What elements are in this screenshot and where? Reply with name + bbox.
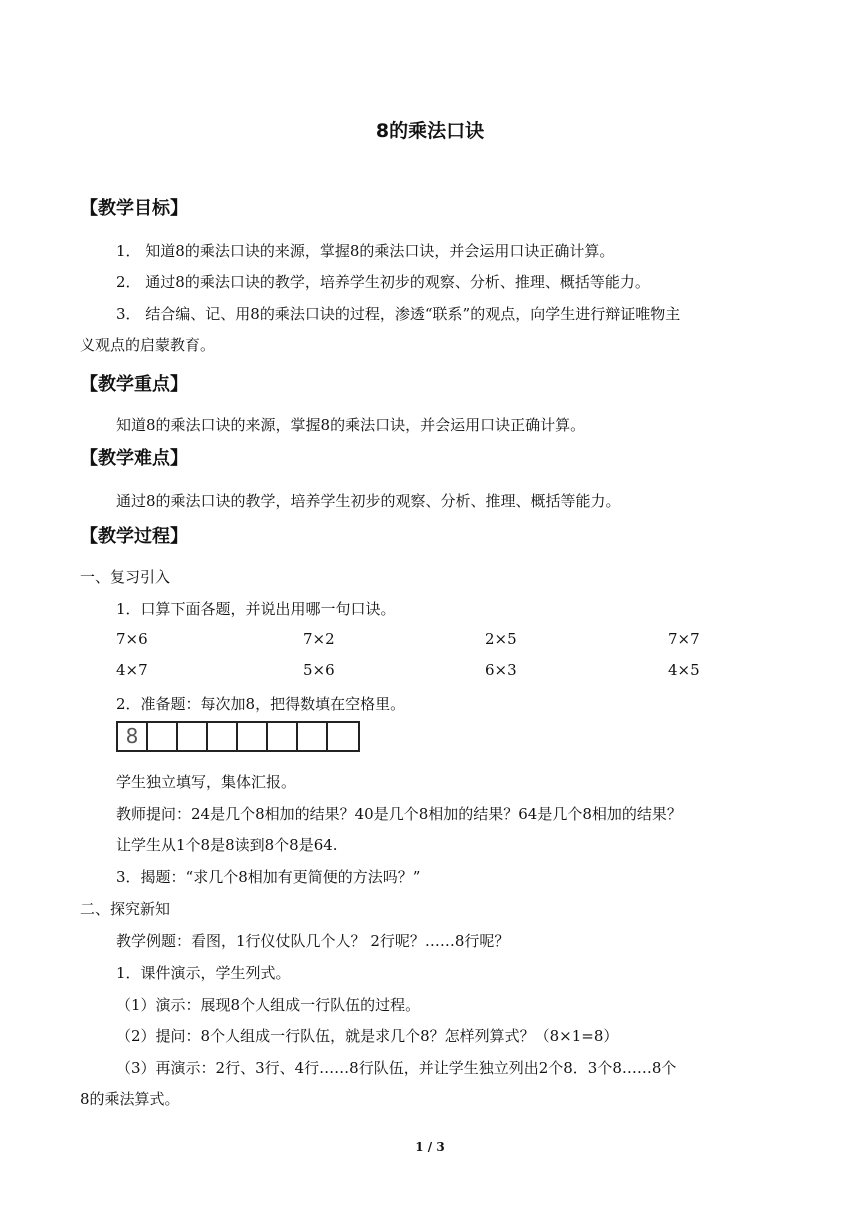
math-item: 7×2	[303, 630, 335, 648]
grid-cell	[148, 723, 178, 750]
math-item: 7×6	[116, 630, 148, 648]
section-heading-goals: 【教学目标】	[80, 198, 188, 219]
line-teacher-question: 教师提问：24是几个8相加的结果？40是几个8相加的结果？64是几个8相加的结果？	[116, 805, 682, 823]
example-line: 教学例题：看图，1行仪仗队几个人？ 2行呢？……8行呢？	[116, 932, 510, 950]
goal-item-1: 1． 知道8的乘法口诀的来源，掌握8的乘法口诀，并会运用口诀正确计算。	[116, 242, 615, 260]
grid-cell: 8	[118, 723, 148, 750]
grid-cell	[208, 723, 238, 750]
step-1c: （3）再演示：2行、3行、4行……8行队伍，并让学生独立列出2个8．3个8……8个	[116, 1059, 677, 1077]
section-heading-key-points: 【教学重点】	[80, 374, 188, 395]
math-item: 6×3	[485, 661, 517, 679]
page-title: 8的乘法口诀	[375, 120, 485, 142]
section-heading-difficulties: 【教学难点】	[80, 448, 188, 469]
key-points-text: 知道8的乘法口诀的来源，掌握8的乘法口诀，并会运用口诀正确计算。	[116, 416, 586, 434]
question-3: 3．揭题：“求几个8相加有更简便的方法吗？”	[116, 868, 421, 886]
math-item: 7×7	[668, 630, 700, 648]
line-read-aloud: 让学生从1个8是8读到8个8是64.	[116, 836, 338, 854]
step-1a: （1）演示：展现8个人组成一行队伍的过程。	[116, 996, 421, 1014]
grid-cell	[178, 723, 208, 750]
math-item: 4×5	[668, 661, 700, 679]
step-1: 1．课件演示，学生列式。	[116, 964, 291, 982]
question-1: 1．口算下面各题，并说出用哪一句口诀。	[116, 600, 396, 618]
fill-in-grid	[116, 721, 360, 752]
goal-item-3: 3． 结合编、记、用8的乘法口诀的过程，渗透“联系”的观点，向学生进行辩证唯物主	[116, 305, 681, 323]
step-1c-continued: 8的乘法算式。	[80, 1090, 180, 1108]
goal-item-3-continued: 义观点的启蒙教育。	[80, 336, 216, 354]
line-student-fill: 学生独立填写，集体汇报。	[116, 773, 297, 791]
math-item: 5×6	[303, 661, 335, 679]
grid-cell	[268, 723, 298, 750]
math-item: 4×7	[116, 661, 148, 679]
question-2: 2．准备题：每次加8，把得数填在空格里。	[116, 695, 406, 713]
part2-title: 二、探究新知	[80, 900, 171, 918]
math-item: 2×5	[485, 630, 517, 648]
part1-title: 一、复习引入	[80, 568, 171, 586]
page-number: 1 / 3	[415, 1140, 445, 1154]
goal-item-2: 2． 通过8的乘法口诀的教学，培养学生初步的观察、分析、推理、概括等能力。	[116, 273, 650, 291]
grid-cell	[298, 723, 328, 750]
difficulties-text: 通过8的乘法口诀的教学，培养学生初步的观察、分析、推理、概括等能力。	[116, 492, 621, 510]
step-1b: （2）提问：8个人组成一行队伍，就是求几个8？怎样列算式？（8×1=8）	[116, 1027, 619, 1045]
grid-cell	[238, 723, 268, 750]
grid-cell	[328, 723, 358, 750]
section-heading-process: 【教学过程】	[80, 526, 188, 547]
